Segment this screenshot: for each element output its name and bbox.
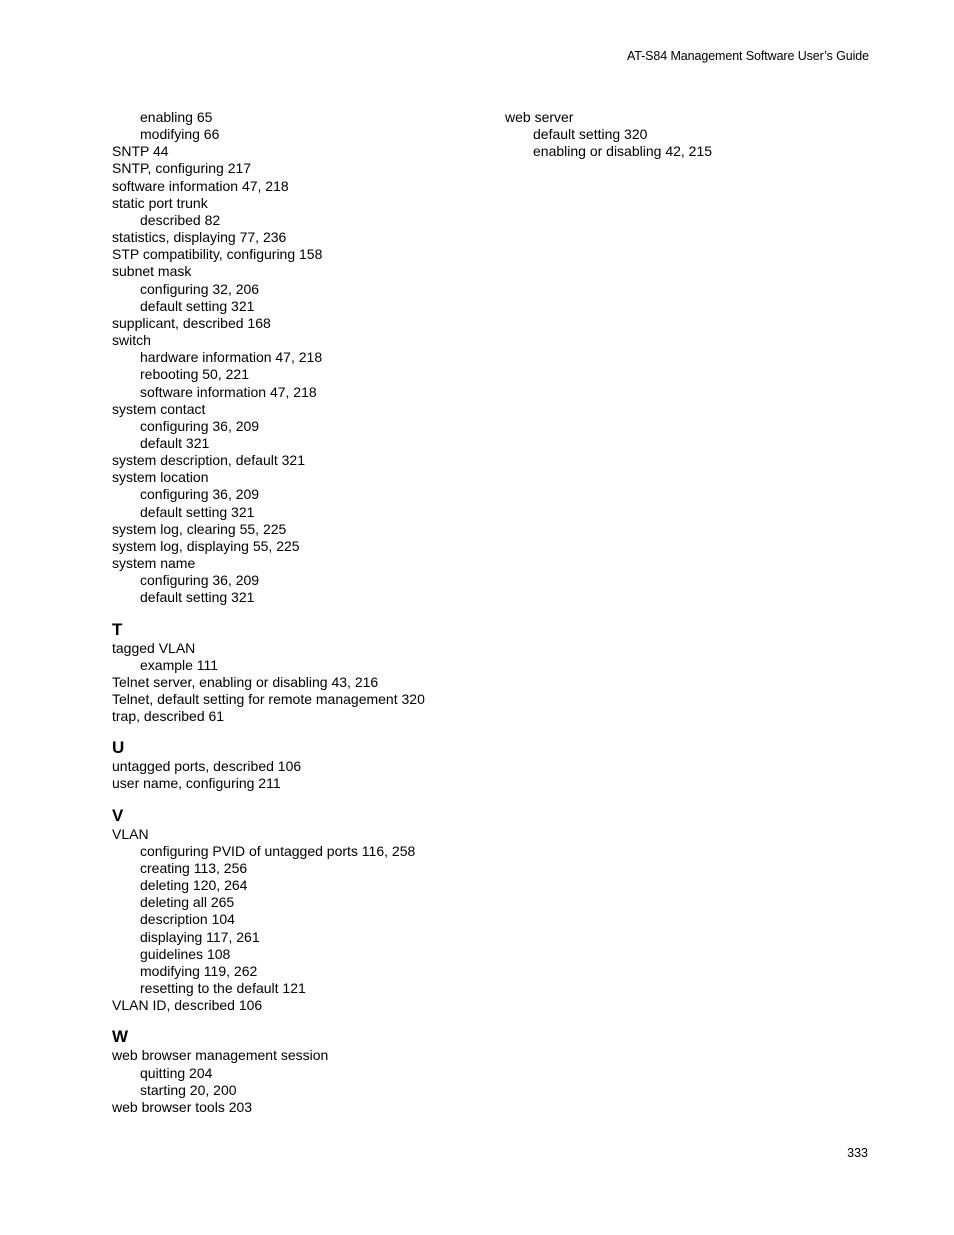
index-subentry: modifying 119, 262	[140, 962, 258, 979]
index-column-right	[505, 109, 865, 160]
index-subentry: quitting 204	[140, 1064, 213, 1081]
index-subentry: configuring 32, 206	[140, 280, 260, 297]
index-subentry: deleting 120, 264	[140, 877, 248, 894]
index-entry: trap, described 61	[112, 708, 225, 725]
index-subentry: configuring 36, 209	[140, 572, 260, 589]
running-header: AT-S84 Management Software User’s Guide	[626, 49, 869, 63]
index-letter-heading: U	[112, 738, 125, 758]
index-subentry: enabling 65	[140, 109, 213, 125]
index-entry: Telnet, default setting for remote management 320	[112, 691, 425, 707]
index-subentry: default setting 320	[533, 126, 648, 143]
index-subentry: example 111	[140, 656, 219, 673]
index-subentry: default 321	[140, 434, 210, 451]
index-subentry: resetting to the default 121	[140, 980, 306, 997]
index-subentry: software information 47, 218	[140, 383, 317, 400]
index-subentry: default setting 321	[140, 297, 255, 314]
index-entry: untagged ports, described 106	[112, 758, 302, 775]
index-subentry: default setting 321	[140, 589, 255, 606]
index-entry: SNTP, configuring 217	[112, 160, 252, 177]
index-column-left	[112, 109, 492, 1116]
index-subentry: default setting 321	[140, 503, 255, 520]
page-number: 333	[847, 1146, 868, 1160]
index-entry: tagged VLAN	[112, 639, 196, 656]
index-entry: system log, displaying 55, 225	[112, 537, 300, 554]
index-letter-heading: T	[112, 619, 123, 639]
index-subentry: modifying 66	[140, 126, 220, 143]
index-entry: system location	[112, 469, 209, 486]
index-entry: system description, default 321	[112, 452, 305, 469]
index-entry: VLAN	[112, 825, 149, 842]
index-entry: system name	[112, 555, 196, 572]
index-subentry: rebooting 50, 221	[140, 366, 249, 383]
index-subentry: hardware information 47, 218	[140, 349, 323, 366]
index-subentry: description 104	[140, 911, 235, 928]
index-entry: web browser tools 203	[112, 1098, 253, 1115]
index-entry: web server	[505, 109, 574, 125]
index-subentry: guidelines 108	[140, 945, 231, 962]
index-subentry: displaying 117, 261	[140, 928, 260, 945]
index-subentry: configuring PVID of untagged ports 116, 258	[140, 842, 416, 859]
index-subentry: enabling or disabling 42, 215	[533, 143, 713, 160]
index-entry: switch	[112, 332, 151, 349]
index-entry: system log, clearing 55, 225	[112, 520, 287, 537]
index-entry: system contact	[112, 400, 206, 417]
index-letter-heading: V	[112, 805, 124, 825]
index-entry: Telnet server, enabling or disabling 43, 216	[112, 673, 379, 690]
index-entry: statistics, displaying 77, 236	[112, 229, 287, 246]
index-subentry: described 82	[140, 211, 221, 228]
index-entry: subnet mask	[112, 263, 192, 280]
index-subentry: starting 20, 200	[140, 1081, 237, 1098]
index-subentry: deleting all 265	[140, 894, 235, 911]
index-entry: STP compatibility, configuring 158	[112, 246, 323, 263]
index-entry: software information 47, 218	[112, 177, 289, 194]
index-subentry: configuring 36, 209	[140, 417, 260, 434]
index-entry: web browser management session	[112, 1047, 329, 1064]
index-entry: static port trunk	[112, 194, 208, 211]
index-subentry: configuring 36, 209	[140, 486, 260, 503]
index-entry: supplicant, described 168	[112, 314, 271, 331]
index-entry: SNTP 44	[112, 143, 169, 160]
index-letter-heading: W	[112, 1027, 129, 1047]
index-entry: user name, configuring 211	[112, 775, 281, 792]
index-subentry: creating 113, 256	[140, 859, 248, 876]
index-entry: VLAN ID, described 106	[112, 997, 263, 1014]
